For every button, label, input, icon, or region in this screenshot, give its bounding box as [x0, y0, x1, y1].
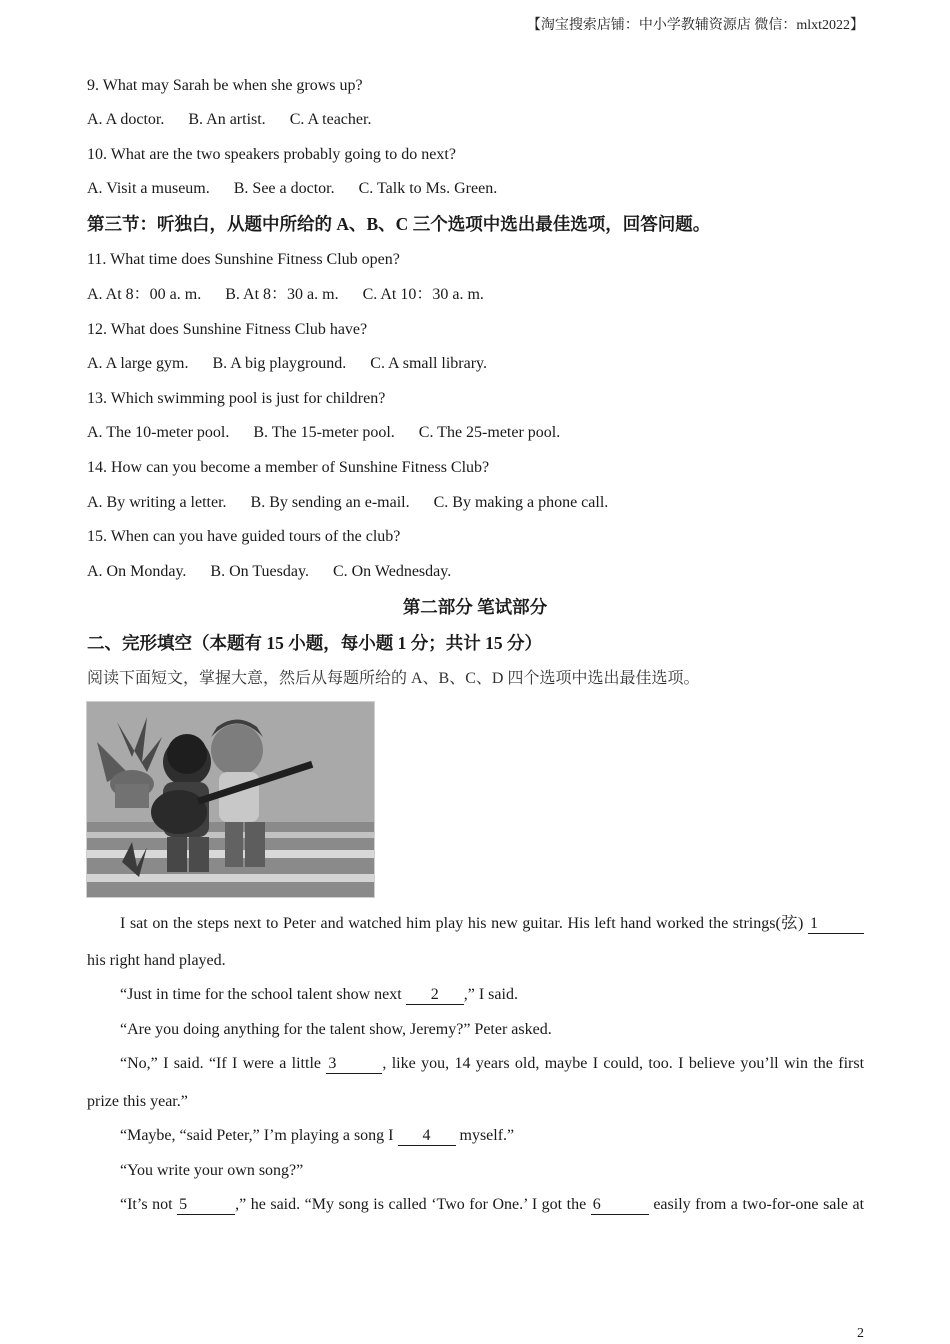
option-b: B. The 15-meter pool. [253, 424, 395, 441]
options-9 [87, 109, 864, 131]
cloze-instruction: 阅读下面短文，掌握大意，然后从每题所给的 A、B、C、D 四个选项中选出最佳选项。 [87, 670, 700, 687]
illustration-boys-guitar [86, 701, 375, 898]
passage-line-9 [120, 1194, 864, 1216]
passage-line-4: “Are you doing anything for the talent show, Jeremy?” Peter asked. [120, 1021, 552, 1038]
option-a: A. A large gym. [87, 355, 189, 372]
part-2-title: 第二部分 笔试部分 [402, 597, 548, 617]
question-12: 12. What does Sunshine Fitness Club have? [87, 321, 368, 338]
option-c: C. At 10：30 a. m. [362, 286, 484, 303]
option-c: C. Talk to Ms. Green. [358, 180, 498, 197]
passage-line-7 [120, 1125, 864, 1147]
passage-text: ,” I said. [463, 986, 518, 1003]
passage-line-3 [120, 984, 864, 1006]
options-11 [87, 284, 864, 306]
option-b: B. On Tuesday. [210, 563, 309, 580]
passage-text: “Just in time for the school talent show next [120, 986, 402, 1003]
question-10: 10. What are the two speakers probably going to do next? [87, 146, 456, 163]
passage-text: I sat on the steps next to Peter and watched him play his new guitar. His left hand worked the strings(弦) [120, 915, 804, 932]
page-number: 2 [857, 1326, 864, 1341]
option-c: C. A small library. [370, 355, 487, 372]
section-3-heading: 第三节：听独白，从题中所给的 A、B、C 三个选项中选出最佳选项，回答问题。 [87, 214, 711, 234]
blank-2: 2 [406, 986, 464, 1005]
option-a: A. Visit a museum. [87, 180, 210, 197]
question-13: 13. Which swimming pool is just for children? [87, 390, 386, 407]
passage-text: easily from a two-for-one sale at [653, 1196, 865, 1213]
passage-line-8: “You write your own song?” [120, 1162, 304, 1179]
passage-line-2: his right hand played. [87, 952, 226, 969]
option-a: A. The 10-meter pool. [87, 424, 230, 441]
options-12 [87, 353, 864, 375]
options-13 [87, 422, 864, 444]
question-15: 15. When can you have guided tours of the club? [87, 528, 401, 545]
option-c: C. The 25-meter pool. [418, 424, 561, 441]
cloze-heading: 二、完形填空（本题有 15 小题，每小题 1 分；共计 15 分） [87, 633, 542, 653]
passage-text: myself.” [459, 1127, 515, 1144]
blank-4: 4 [398, 1127, 456, 1146]
option-b: B. At 8：30 a. m. [225, 286, 339, 303]
passage-line-1 [120, 913, 864, 935]
passage-text: ,” he said. “My song is called ‘Two for One.’ I got the [235, 1196, 587, 1213]
passage-text: , like you, 14 years old, maybe I could, too. I believe you’ll win the first [382, 1055, 865, 1072]
option-b: B. A big playground. [212, 355, 347, 372]
blank-1: 1 [808, 915, 864, 934]
passage-text: “Maybe, “said Peter,” I’m playing a song I [120, 1127, 394, 1144]
option-a: A. On Monday. [87, 563, 187, 580]
blank-3: 3 [326, 1055, 382, 1074]
blank-6: 6 [591, 1196, 649, 1215]
option-b: B. By sending an e-mail. [250, 494, 410, 511]
options-14 [87, 492, 864, 514]
option-a: A. A doctor. [87, 111, 165, 128]
question-14: 14. How can you become a member of Sunshine Fitness Club? [87, 459, 490, 476]
passage-text: “It’s not [120, 1196, 173, 1213]
passage-text: “No,” I said. “If I were a little [120, 1055, 321, 1072]
question-9: 9. What may Sarah be when she grows up? [87, 77, 363, 94]
page-header: 【淘宝搜索店铺：中小学教辅资源店 微信：mlxt2022】 [526, 18, 864, 33]
question-11: 11. What time does Sunshine Fitness Club open? [87, 251, 400, 268]
options-15 [87, 561, 864, 583]
option-c: C. On Wednesday. [332, 563, 452, 580]
option-c: C. A teacher. [289, 111, 372, 128]
option-a: A. At 8：00 a. m. [87, 286, 202, 303]
options-10 [87, 178, 864, 200]
blank-5: 5 [177, 1196, 235, 1215]
option-c: C. By making a phone call. [433, 494, 609, 511]
option-b: B. An artist. [188, 111, 266, 128]
option-b: B. See a doctor. [233, 180, 335, 197]
option-a: A. By writing a letter. [87, 494, 227, 511]
passage-line-5 [120, 1053, 864, 1075]
passage-line-6: prize this year.” [87, 1093, 188, 1110]
illustration-drawing [87, 702, 374, 897]
